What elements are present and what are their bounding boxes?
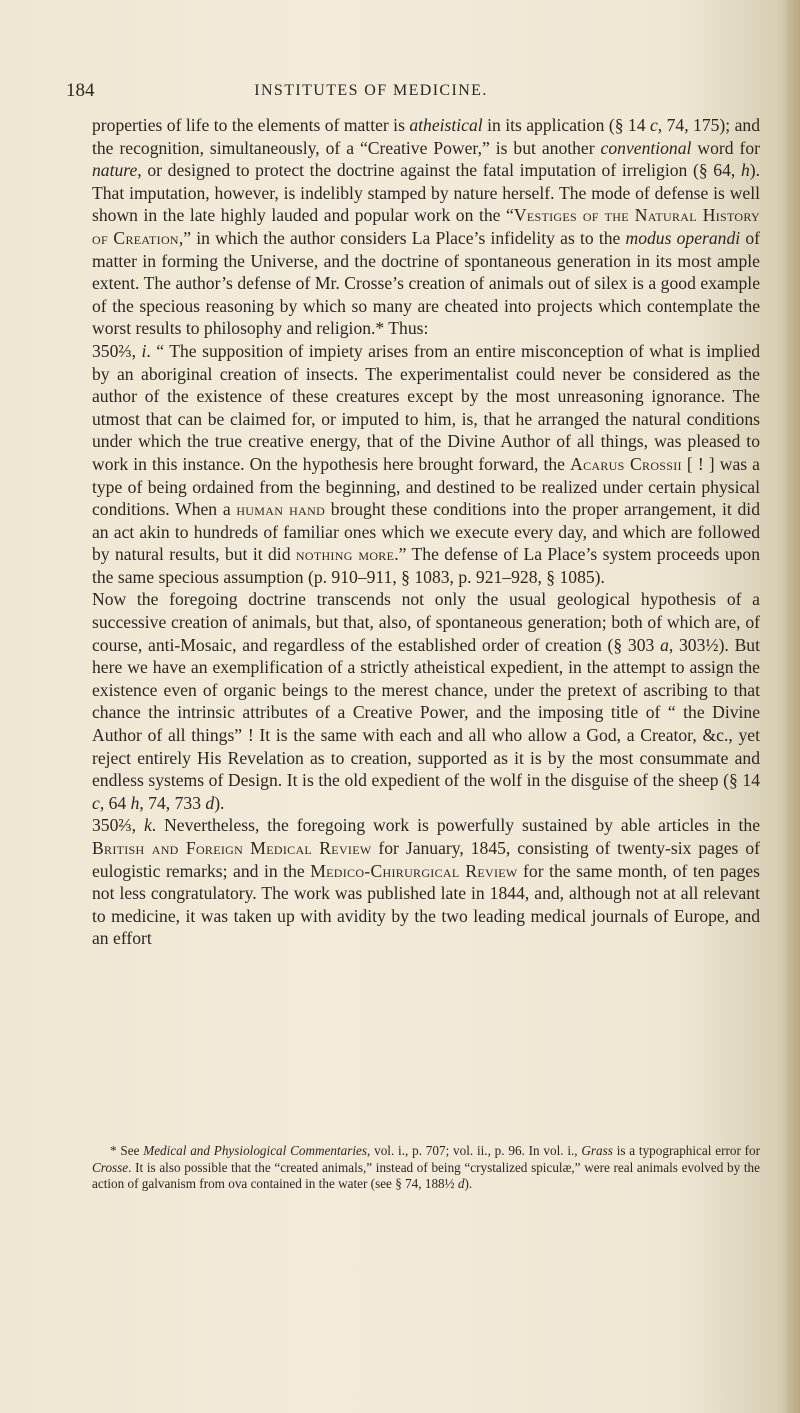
running-head: INSTITUTES OF MEDICINE. <box>254 82 488 99</box>
footnote-text: * See Medical and Physiological Commentaries, vol. i., p. 707; vol. ii., p. 96. In vol. i., Grass is a typographical error for Crosse. It is also possible that the “created animals,” instead of being “crystalized spiculæ,” were real animals evolved by the action of galvanism from ova contained in the water (see § 74, 188½ d). <box>92 1143 761 1192</box>
paragraph-1: properties of life to the elements of matter is atheistical in its application (§ 14 c, 74, 175); and the recognition, simultaneously, of a “Creative Power,” is but another conventional word for nature, or designed to protect the doctrine against the fatal imputation of irreligion (§ 64, h). That imputation, however, is indelibly stamped by nature herself. The mode of defense is well shown in the late highly lauded and popular work on the “Vestiges of the Natural History of Creation,” in which the author considers La Place’s infidelity as to the modus operandi of matter in forming the Universe, and the doctrine of spontaneous generation in its most ample extent. The author’s defense of Mr. Crosse’s creation of animals out of silex is a good example of the specious reasoning by which so many are cheated into projects which contemplate the worst results to philosophy and religion.* Thus: <box>92 115 760 339</box>
page-edge-shadow <box>782 0 800 1413</box>
body-text <box>92 114 760 950</box>
page-number: 184 <box>66 80 95 101</box>
paragraph-4: 350⅔, k. Nevertheless, the foregoing work is powerfully sustained by able articles in the British and Foreign Medical Review for January, 1845, consisting of twenty-six pages of eulogistic remarks; and in the Medico-Chirurgical Review for the same month, of ten pages not less congratulatory. The work was published late in 1844, and, although not at all relevant to medicine, it was taken up with avidity by the two leading medical journals of Europe, and an effort <box>92 815 761 949</box>
paragraph-2: 350⅔, i. “ The supposition of impiety arises from an entire misconception of what is implied by an aboriginal creation of insects. The experimentalist could never be considered as the author of the existence of these creatures except by the most unreasoning ignorance. The utmost that can be claimed for, or imputed to him, is, that he arranged the natural conditions under which the true creative energy, that of the Divine Author of all things, was pleased to work in this instance. On the hypothesis here brought forward, the Acarus Crossii [ ! ] was a type of being ordained from the beginning, and destined to be realized under certain physical conditions. When a human hand brought these conditions into the proper arrangement, it did an act akin to hundreds of familiar ones which we execute every day, and which are followed by natural results, but it did nothing more.” The defense of La Place’s system proceeds upon the same specious assumption (p. 910–911, § 1083, p. 921–928, § 1085). <box>92 340 761 587</box>
paragraph-3: Now the foregoing doctrine transcends not only the usual geological hypothesis of a successive creation of animals, but that, also, of spontaneous generation; both of which are, of course, anti-Mosaic, and regardless of the established order of creation (§ 303 a, 303½). But here we have an exemplification of a strictly atheistical expedient, in the attempt to assign the existence even of organic beings to the merest chance, under the pretext of ascribing to that chance the intrinsic attributes of a Creative Power, and the imposing title of “ the Divine Author of all things” ! It is the same with each and all who allow a God, a Creator, &c., yet reject entirely His Revelation as to creation, supported as it is by the most consummate and endless systems of Design. It is the old expedient of the wolf in the disguise of the sheep (§ 14 c, 64 h, 74, 733 d). <box>92 589 760 813</box>
footnote <box>92 1143 760 1193</box>
page-header <box>66 80 756 108</box>
